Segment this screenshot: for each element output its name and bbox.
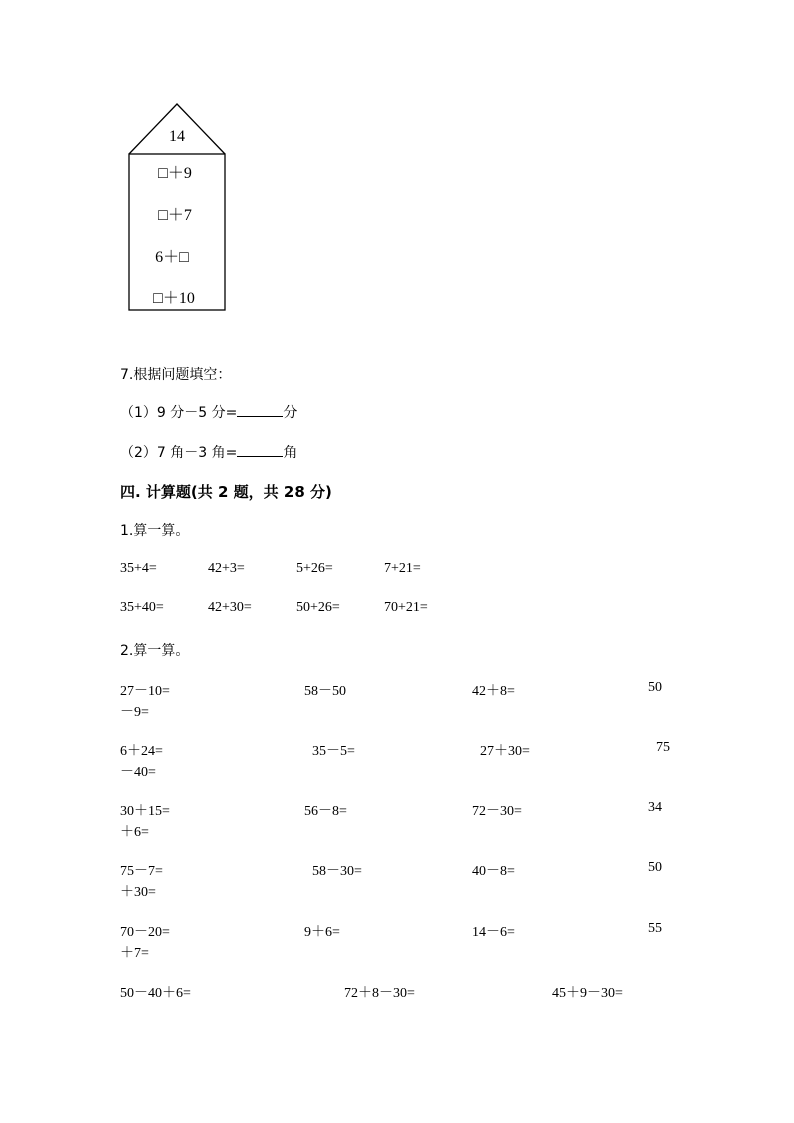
p2-r5-c1: 70－20= [120, 925, 170, 940]
p2-r3-c3: 72－30= [472, 804, 522, 819]
q7-item-1 [120, 402, 297, 422]
house-row-2: □＋7 [158, 207, 192, 224]
house-row-4: □＋10 [153, 290, 195, 307]
p1-r1-c4: 7+21= [384, 561, 421, 576]
house-row-3: 6＋□ [155, 249, 189, 266]
p2-r4-c1: 75－7= [120, 864, 163, 879]
p2-r1-c4-b: －9= [120, 705, 149, 720]
p2-title: 2.算一算。 [120, 643, 190, 659]
q7-item-2-unit: 角 [283, 445, 298, 461]
p2-r4-c4-b: ＋30= [120, 885, 156, 900]
section-4-title: 四. 计算题(共 2 题，共 28 分) [120, 483, 332, 501]
q7-item-2-blank[interactable] [237, 442, 283, 457]
p1-r1-c1: 35+4= [120, 561, 157, 576]
house-row-1: □＋9 [158, 165, 192, 182]
p2-r2-c4-b: －40= [120, 765, 156, 780]
q7-title: 7.根据问题填空： [120, 367, 232, 383]
p2-r1-c1: 27－10= [120, 684, 170, 699]
p2-r4-c2: 58－30= [312, 864, 362, 879]
p2-r3-c4-a: 34 [648, 800, 662, 815]
p2-r5-c4-b: ＋7= [120, 946, 149, 961]
p2-r2-c4-a: 75 [656, 740, 670, 755]
p1-r2-c3: 50+26= [296, 600, 340, 615]
house-roof-number: 14 [169, 128, 185, 145]
q7-item-2-text: （2）7 角－3 角= [120, 445, 238, 461]
p2-r3-c2: 56－8= [304, 804, 347, 819]
p1-r2-c2: 42+30= [208, 600, 252, 615]
p2-r3-c4-b: ＋6= [120, 825, 149, 840]
p1-r1-c3: 5+26= [296, 561, 333, 576]
p2-r6-c1: 50－40＋6= [120, 986, 191, 1001]
p2-r5-c3: 14－6= [472, 925, 515, 940]
q7-item-1-blank[interactable] [237, 402, 283, 417]
q7-item-1-text: （1）9 分－5 分= [120, 405, 238, 421]
p2-r5-c2: 9＋6= [304, 925, 340, 940]
house-diagram [124, 100, 230, 314]
q7-item-1-unit: 分 [283, 405, 298, 421]
p2-r1-c2: 58－50 [304, 684, 346, 699]
p2-r4-c4-a: 50 [648, 860, 662, 875]
p2-r3-c1: 30＋15= [120, 804, 170, 819]
p1-title: 1.算一算。 [120, 523, 190, 539]
p2-r5-c4-a: 55 [648, 921, 662, 936]
q7-item-2 [120, 442, 297, 462]
p2-r2-c2: 35－5= [312, 744, 355, 759]
p1-r1-c2: 42+3= [208, 561, 245, 576]
p1-r2-c4: 70+21= [384, 600, 428, 615]
p2-r2-c3: 27＋30= [480, 744, 530, 759]
p1-r2-c1: 35+40= [120, 600, 164, 615]
p2-r6-c2: 72＋8－30= [344, 986, 415, 1001]
p2-r2-c1: 6＋24= [120, 744, 163, 759]
p2-r1-c4-a: 50 [648, 680, 662, 695]
p2-r1-c3: 42＋8= [472, 684, 515, 699]
p2-r6-c3: 45＋9－30= [552, 986, 623, 1001]
p2-r4-c3: 40－8= [472, 864, 515, 879]
